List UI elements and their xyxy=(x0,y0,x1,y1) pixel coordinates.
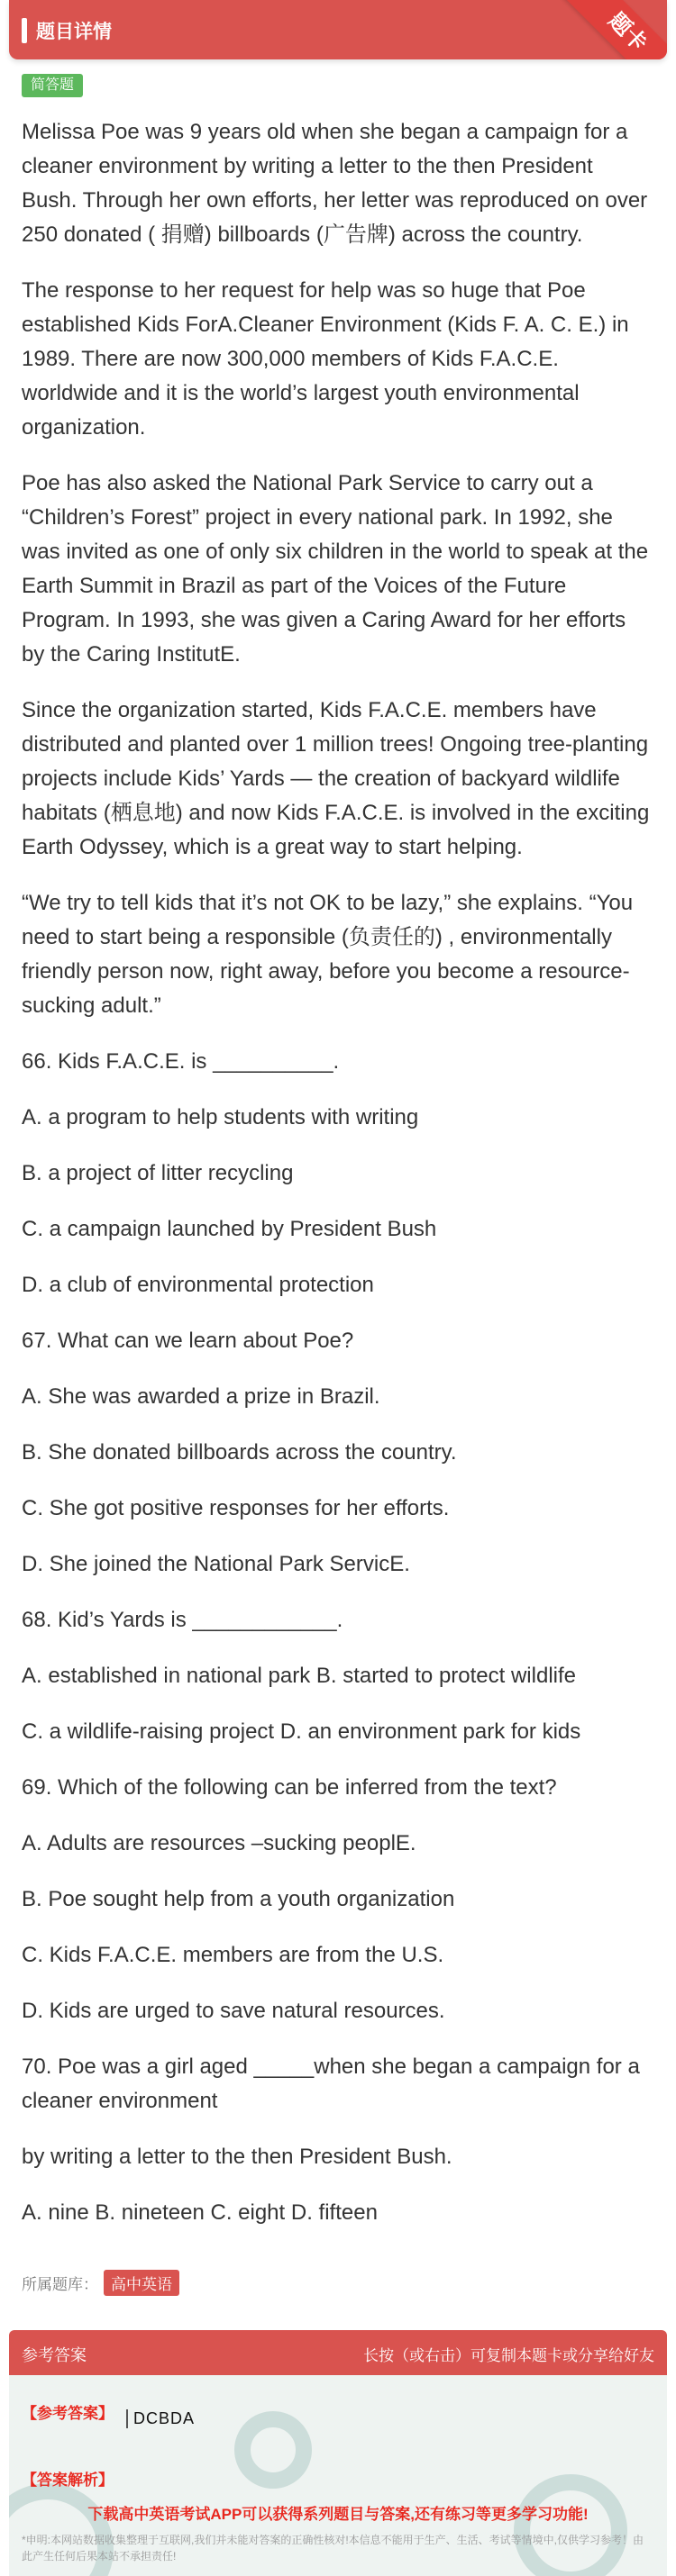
question-stem-67: 67. What can we learn about Poe? xyxy=(22,1329,354,1353)
answer-section-header xyxy=(9,2330,667,2375)
option-line: A. established in national park B. started to protect wildlife xyxy=(22,1664,576,1688)
question-bank-label: 所属题库： xyxy=(22,2276,98,2293)
watermark-logo-icon xyxy=(234,2411,312,2489)
question-stem-70-continued: by writing a letter to the then President Bush. xyxy=(22,2145,452,2169)
option-line: B. a project of litter recycling xyxy=(22,1161,294,1185)
option-line: C. She got positive responses for her efforts. xyxy=(22,1496,450,1520)
question-stem-68: 68. Kid’s Yards is ____________. xyxy=(22,1608,343,1632)
answer-section-title: 参考答案 xyxy=(22,2346,87,2364)
option-line: D. a club of environmental protection xyxy=(22,1273,374,1297)
passage-paragraph: Poe has also asked the National Park Service to carry out a “Children’s Forest” project in every national park. In 1992, she was invited as one of only six children in the world to speak at the Earth Summit in Brazil as part of the Voices of the Future Program. In 1993, she was given a Caring Award for her efforts by the Caring InstitutE. xyxy=(22,471,649,667)
question-stem-70: 70. Poe was a girl aged _____when she began a campaign for a cleaner environment xyxy=(22,2054,640,2113)
page-title: 题目详情 xyxy=(36,22,112,42)
question-stem-69: 69. Which of the following can be inferred from the text? xyxy=(22,1775,557,1800)
question-content xyxy=(22,115,653,2252)
option-line: D. She joined the National Park ServicE. xyxy=(22,1552,410,1576)
disclaimer-text: *申明:本网站数据收集整理于互联网,我们并未能对答案的正确性核对!本信息不能用于生产、生活、考试等情境中,仅供学习参考！由此产生任何后果本站不承担责任! xyxy=(22,2534,644,2562)
question-stem-66: 66. Kids F.A.C.E. is __________. xyxy=(22,1049,340,1074)
question-type-badge: 简答题 xyxy=(22,74,83,97)
option-line: C. a campaign launched by President Bush xyxy=(22,1217,437,1241)
download-app-promo-link[interactable]: 下载高中英语考试APP可以获得系列题目与答案,还有练习等更多学习功能! xyxy=(87,2506,589,2523)
option-line: A. nine B. nineteen C. eight D. fifteen xyxy=(22,2200,378,2225)
answer-section-body xyxy=(9,2375,667,2576)
option-line: A. Adults are resources –sucking peoplE. xyxy=(22,1831,416,1855)
passage-paragraph: Since the organization started, Kids F.A.C.E. members have distributed and planted over 1 million trees! Ongoing tree-planting projects include Kids’ Yards — the creation of backyard wildlife habitats (栖息地) and now Kids F.A.C.E. is involved in the exciting Earth Odyssey, which is a great way to start helping. xyxy=(22,698,650,859)
question-bank-tag[interactable]: 高中英语 xyxy=(104,2270,179,2296)
reference-answer-label: 【参考答案】 xyxy=(22,2405,114,2422)
option-line: D. Kids are urged to save natural resources. xyxy=(22,1999,445,2023)
question-bank-info xyxy=(22,2270,179,2296)
share-hint: 长按（或右击）可复制本题卡或分享给好友 xyxy=(363,2347,654,2364)
title-accent-bar xyxy=(22,18,27,43)
answer-explanation-label: 【答案解析】 xyxy=(22,2472,114,2489)
option-line: C. a wildlife-raising project D. an environment park for kids xyxy=(22,1719,581,1744)
option-line: C. Kids F.A.C.E. members are from the U.S. xyxy=(22,1943,444,1967)
option-line: B. Poe sought help from a youth organization xyxy=(22,1887,455,1911)
passage-paragraph: Melissa Poe was 9 years old when she began a campaign for a cleaner environment by writing a letter to the then President Bush. Through her own efforts, her letter was reproduced on over 250 donated ( 捐赠) billboards (广告牌) across the country. xyxy=(22,120,648,247)
header-bar xyxy=(9,0,667,59)
passage-paragraph: The response to her request for help was so huge that Poe established Kids ForA.Cleaner Environment (Kids F. A. C. E.) in 1989. There are now 300,000 members of Kids F.A.C.E. worldwide and it is the world’s largest youth environmental organization. xyxy=(22,278,629,440)
option-line: A. She was awarded a prize in Brazil. xyxy=(22,1384,380,1409)
passage-paragraph: “We try to tell kids that it’s not OK to be lazy,” she explains. “You need to start being a responsible (负责任的) , environmentally friendly person now, right away, before you become a resource-sucking adult.” xyxy=(22,891,634,1018)
reference-answer-value: DCBDA xyxy=(126,2409,195,2428)
option-line: B. She donated billboards across the country. xyxy=(22,1440,457,1465)
question-card-corner-button[interactable]: 题卡 xyxy=(556,0,667,59)
option-line: A. a program to help students with writing xyxy=(22,1105,419,1129)
